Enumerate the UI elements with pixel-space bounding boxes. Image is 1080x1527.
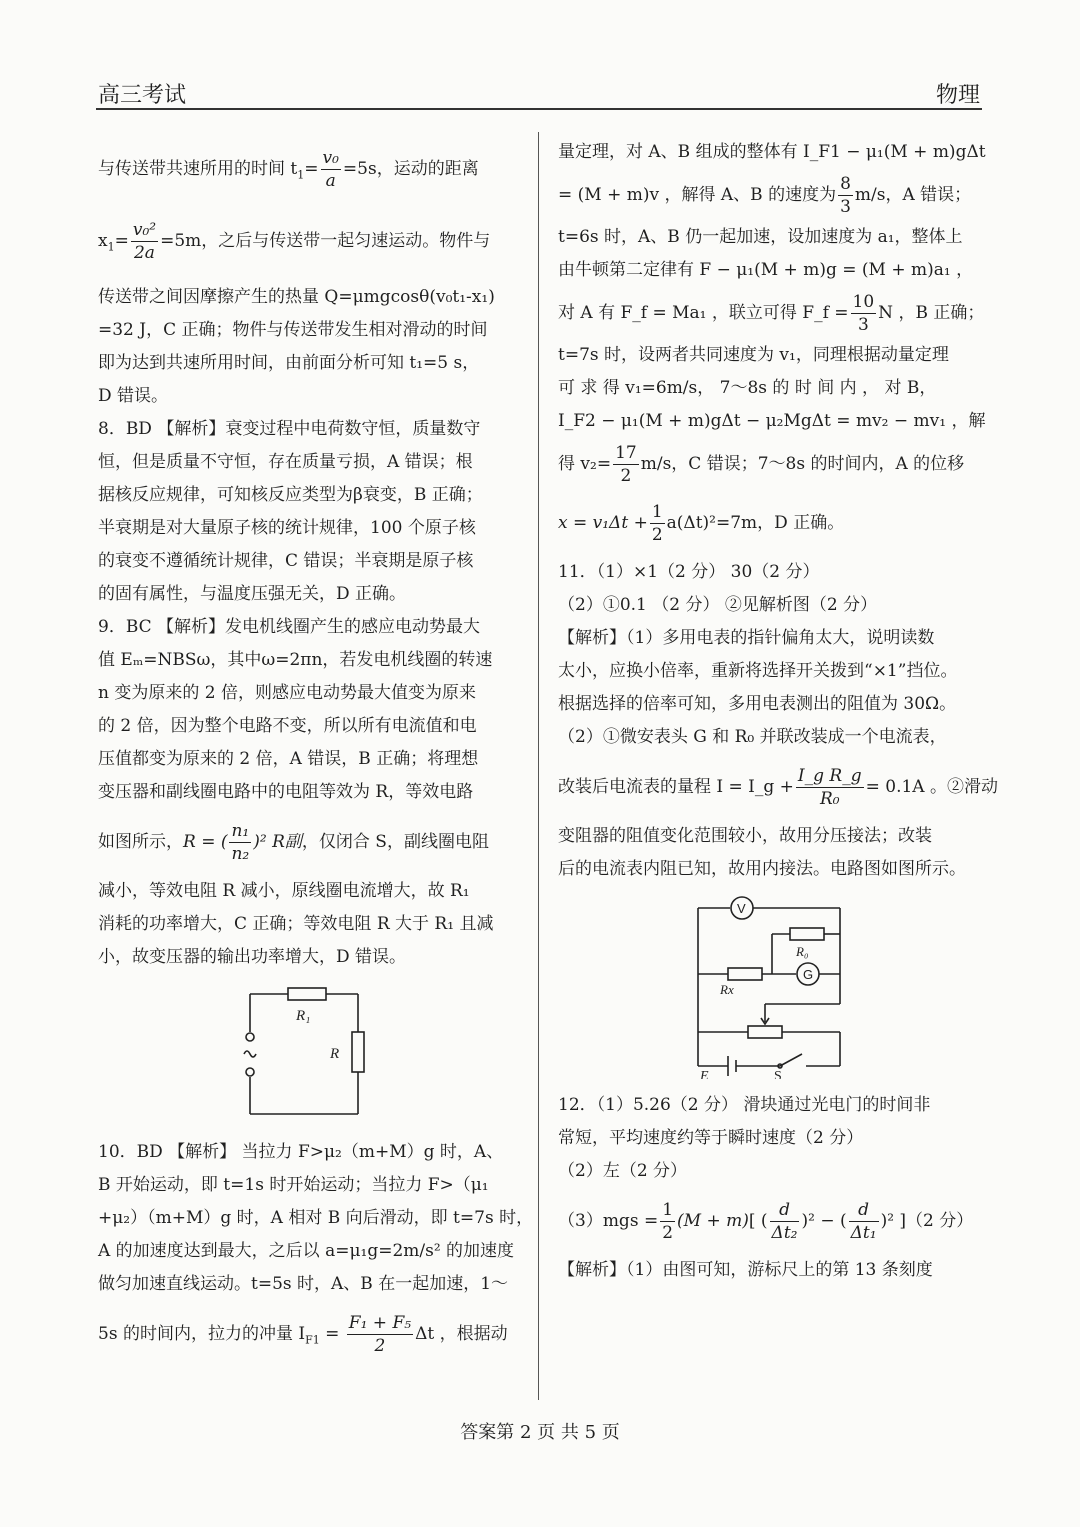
fraction: $\frac{d}{\text{Δt₂}}$ <box>771 1200 798 1243</box>
text-line: +μ₂）（m+M）g 时，A 相对 B 向后滑动，即 t=7s 时， <box>98 1207 534 1228</box>
text-line: 5s 的时间内，拉力的冲量 $I_{F1}$ = $\frac{\text{F₁ + F₅}}{2}$ Δt ，根据动 <box>98 1312 508 1356</box>
text-line: 量定理，对 A、B 组成的整体有 I_F1 − μ₁(M + m)gΔt <box>558 142 986 162</box>
text-line: 与传送带共速所用的时间 $t_1=$ $\frac{\text{v₀}}{a}$ =5s，运动的距离 <box>98 148 479 191</box>
fraction: $\frac{\text{v₀²}}{2a}$ <box>132 220 157 264</box>
text-line: 变阻器的阻值变化范围较小，故用分压接法；改装 <box>558 826 932 846</box>
label-rx: Rx <box>720 982 734 997</box>
text-line: =32 J，C 正确；物件与传送带发生相对滑动的时间 <box>98 319 488 340</box>
label-g: G <box>803 967 814 982</box>
text-line: D 错误。 <box>98 385 169 406</box>
text-line: 传送带之间因摩擦产生的热量 Q=μmgcosθ(v₀t₁-x₁) <box>98 286 495 307</box>
text-line: t=7s 时，设两者共同速度为 v₁，同理根据动量定理 <box>558 345 949 365</box>
column-divider <box>538 132 539 1400</box>
text-line: 8．BD 【解析】衰变过程中电荷数守恒，质量数守 <box>98 418 481 439</box>
text-line: B 开始运动，即 t=1s 时开始运动；当拉力 F>（μ₁ <box>98 1174 489 1195</box>
left-column <box>98 136 534 1373</box>
label-r1: R₁ <box>296 1007 311 1024</box>
text-line: （3）mgs = $\frac{1}{2}$ (M + m)[ ( $\frac{d}{\text{Δt₂}}$ )² − ( $\frac{d}{\text{Δt₁}}$ )² ]（2 分） <box>558 1200 974 1243</box>
text-line: 后的电流表内阻已知，故用内接法。电路图如图所示。 <box>558 859 966 879</box>
switch-lever <box>780 1054 802 1066</box>
text-line: （2）①0.1 （2 分） ②见解析图（2 分） <box>558 595 878 615</box>
resistor-r <box>352 1032 364 1072</box>
label-e: E <box>700 1069 709 1079</box>
text-line: t=6s 时，A、B 仍一起加速，设加速度为 a₁，整体上 <box>558 227 963 247</box>
text-line: 12．（1）5.26（2 分） 滑块通过光电门的时间非 <box>558 1095 931 1115</box>
label-r0: R₀ <box>796 944 809 959</box>
fraction: $\frac{\text{n₁}}{\text{n₂}}$ <box>231 820 250 864</box>
text-line: $x_1=$ $\frac{\text{v₀²}}{2a}$ =5m，之后与传送带一起匀速运动。物件与 <box>98 220 491 264</box>
text-line: 值 Eₘ=NBSω，其中ω=2πn，若发电机线圈的转速 <box>98 649 493 670</box>
text-line: 小，故变压器的输出功率增大，D 错误。 <box>98 946 407 967</box>
ac-source-icon <box>244 1051 256 1057</box>
fraction: $\frac{1}{2}$ <box>662 1200 674 1243</box>
text-line: 由牛顿第二定律有 F − μ₁(M + m)g = (M + m)a₁ ， <box>558 260 974 280</box>
text-line: 半衰期是对大量原子核的统计规律，100 个原子核 <box>98 517 476 538</box>
fraction: $\frac{8}{3}$ <box>840 174 851 217</box>
header-rule <box>96 108 982 110</box>
right-column <box>558 136 998 1287</box>
fraction: $\frac{10}{3}$ <box>852 292 875 335</box>
text-line: （2）①微安表头 G 和 R₀ 并联改装成一个电流表， <box>558 727 947 747</box>
text-line: 常短，平均速度约等于瞬时速度（2 分） <box>558 1128 864 1148</box>
fraction: $\frac{17}{2}$ <box>615 443 637 486</box>
text-line: 的 2 倍，因为整个电路不变，所以所有电流值和电 <box>98 715 477 736</box>
text-line: A 的加速度达到最大，之后以 a=μ₁g=2m/s² 的加速度 <box>98 1240 515 1261</box>
label-s: S <box>774 1069 782 1079</box>
text-line: 即为达到共速所用时间，由前面分析可知 t₁=5 s， <box>98 352 480 373</box>
fraction: $\frac{\text{I\_g R\_g}}{\text{R₀}}$ <box>797 766 862 809</box>
text-line: 太小，应换小倍率，重新将选择开关拨到“×1”挡位。 <box>558 661 958 681</box>
text-line: 恒，但是质量不守恒，存在质量亏损，A 错误；根 <box>98 451 473 472</box>
text-line: 如图所示，R = ( $\frac{\text{n₁}}{\text{n₂}}$ )² R副，仅闭合 S，副线圈电阻 <box>98 820 489 864</box>
text-line: = (M + m)v ，解得 A、B 的速度为 $\frac{8}{3}$ m/s，A 错误； <box>558 174 972 217</box>
text-line: 压值都变为原来的 2 倍，A 错误，B 正确；将理想 <box>98 748 479 769</box>
text-line: 9．BC 【解析】发电机线圈产生的感应电动势最大 <box>98 616 481 637</box>
fraction: $\frac{\text{v₀}}{a}$ <box>322 148 339 191</box>
text-line: 改装后电流表的量程 I = I_g + $\frac{\text{I\_g R\_g}}{\text{R₀}}$ = 0.1A 。②滑动 <box>558 766 998 809</box>
label-r: R <box>330 1045 340 1062</box>
text-line: 得 v₂= $\frac{17}{2}$ m/s，C 错误；7～8s 的时间内，A 的位移 <box>558 443 965 486</box>
resistor-rx <box>728 968 762 980</box>
text-line: 做匀加速直线运动。t=5s 时，A、B 在一起加速，1～ <box>98 1273 509 1294</box>
resistor-r1 <box>288 988 326 1000</box>
measurement-circuit-diagram <box>690 894 850 1079</box>
fraction: $\frac{d}{\text{Δt₁}}$ <box>850 1200 877 1243</box>
header-subject: 物理 <box>935 83 980 108</box>
text-line: 【解析】（1）由图可知，游标尺上的第 13 条刻度 <box>558 1260 933 1280</box>
text-line: 11．（1）×1（2 分） 30（2 分） <box>558 562 820 582</box>
text-line: 的衰变不遵循统计规律，C 错误；半衰期是原子核 <box>98 550 474 571</box>
fraction: $\frac{\text{F₁ + F₅}}{2}$ <box>348 1312 412 1356</box>
text-line: 减小，等效电阻 R 减小，原线圈电流增大，故 R₁ <box>98 880 470 901</box>
text-line: 可 求 得 v₁=6m/s， 7～8s 的 时 间 内 ， 对 B， <box>558 378 937 398</box>
page-footer: 答案第 2 页 共 5 页 <box>460 1422 620 1443</box>
rheostat <box>748 1026 782 1038</box>
text-line: 消耗的功率增大，C 正确；等效电阻 R 大于 R₁ 且减 <box>98 913 494 934</box>
resistor-r0 <box>790 928 824 940</box>
text-line: 对 A 有 F_f = Ma₁ ，联立可得 F_f = $\frac{10}{3}$ N ，B 正确； <box>558 292 985 335</box>
text-line: 据核反应规律，可知核反应类型为β衰变，B 正确； <box>98 484 483 505</box>
text-line: n 变为原来的 2 倍，则感应电动势最大值变为原来 <box>98 682 476 703</box>
text-line: 10．BD 【解析】 当拉力 F>μ₂（m+M）g 时，A、 <box>98 1141 504 1162</box>
label-v: V <box>737 901 746 916</box>
equivalent-circuit-diagram <box>240 982 380 1122</box>
header-title: 高三考试 <box>98 83 187 108</box>
text-line: 根据选择的倍率可知，多用电表测出的阻值为 30Ω。 <box>558 694 957 714</box>
fraction: $\frac{1}{2}$ <box>651 502 663 545</box>
text-line: 的固有属性，与温度压强无关，D 正确。 <box>98 583 407 604</box>
text-line: I_F2 − μ₁(M + m)gΔt − μ₂MgΔt = mv₂ − mv₁ ，解 <box>558 411 986 431</box>
text-line: x = v₁Δt + $\frac{1}{2}$ a(Δt)²=7m，D 正确。 <box>558 502 845 545</box>
text-line: （2）左（2 分） <box>558 1161 688 1181</box>
text-line: 变压器和副线圈电路中的电阻等效为 R，等效电路 <box>98 781 474 802</box>
text-line: 【解析】（1）多用电表的指针偏角太大，说明读数 <box>558 628 935 648</box>
